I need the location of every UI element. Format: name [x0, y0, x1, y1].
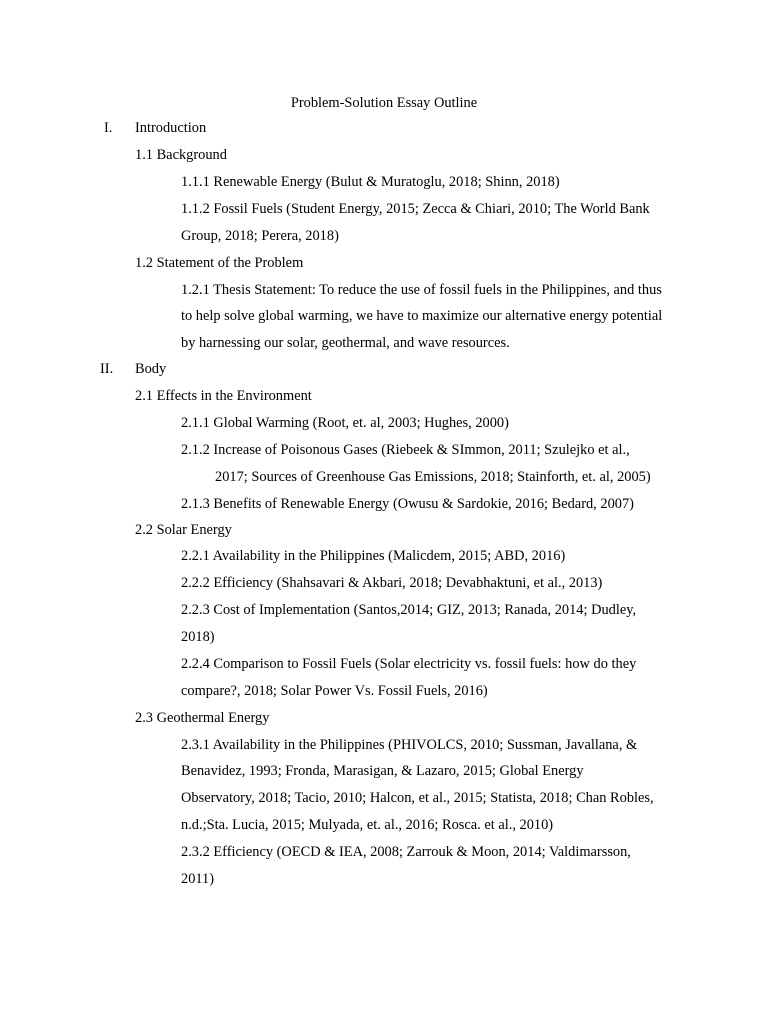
outline-item-line: 1.1.1 Renewable Energy (Bulut & Muratoglu, 2018; Shinn, 2018)	[181, 174, 560, 190]
subsection-heading: 2.3 Geothermal Energy	[135, 710, 270, 726]
outline-item-line: n.d.;Sta. Lucia, 2015; Mulyada, et. al., 2016; Rosca. et al., 2010)	[181, 817, 554, 833]
outline-item-line: Group, 2018; Perera, 2018)	[181, 228, 339, 244]
outline-item-line: 2.2.2 Efficiency (Shahsavari & Akbari, 2018; Devabhaktuni, et al., 2013)	[181, 575, 603, 591]
subsection-heading: 2.2 Solar Energy	[135, 522, 232, 538]
outline-title: Problem-Solution Essay Outline	[290, 95, 478, 111]
outline-item-line: by harnessing our solar, geothermal, and wave resources.	[181, 335, 510, 351]
outline-item-line: 2.1.1 Global Warming (Root, et. al, 2003; Hughes, 2000)	[181, 415, 509, 431]
outline-item-line: 2.3.2 Efficiency (OECD & IEA, 2008; Zarrouk & Moon, 2014; Valdimarsson,	[181, 844, 631, 860]
outline-item-line: to help solve global warming, we have to maximize our alternative energy potential	[181, 308, 663, 324]
outline-item-line: 2017; Sources of Greenhouse Gas Emissions, 2018; Stainforth, et. al, 2005)	[215, 469, 651, 485]
outline-item-line: 2.2.3 Cost of Implementation (Santos,2014; GIZ, 2013; Ranada, 2014; Dudley,	[181, 602, 637, 618]
section-numeral: II.	[100, 361, 114, 377]
outline-item-line: 2.2.4 Comparison to Fossil Fuels (Solar electricity vs. fossil fuels: how do they	[181, 656, 637, 672]
section-heading: Introduction	[135, 120, 207, 136]
subsection-heading: 1.2 Statement of the Problem	[135, 255, 304, 271]
outline-item-line: 2018)	[181, 629, 215, 645]
subsection-heading: 2.1 Effects in the Environment	[135, 388, 312, 404]
outline-item-line: Observatory, 2018; Tacio, 2010; Halcon, et al., 2015; Statista, 2018; Chan Robles,	[181, 790, 654, 806]
section-numeral: I.	[104, 120, 113, 136]
outline-item-line: Benavidez, 1993; Fronda, Marasigan, & Lazaro, 2015; Global Energy	[181, 763, 584, 779]
outline-item-line: 2011)	[181, 871, 215, 887]
outline-item-line: 1.2.1 Thesis Statement: To reduce the use of fossil fuels in the Philippines, and thus	[181, 282, 662, 298]
outline-item-line: 2.3.1 Availability in the Philippines (PHIVOLCS, 2010; Sussman, Javallana, &	[181, 737, 638, 753]
outline-item-line: compare?, 2018; Solar Power Vs. Fossil Fuels, 2016)	[181, 683, 488, 699]
section-heading: Body	[135, 361, 167, 377]
outline-item-line: 1.1.2 Fossil Fuels (Student Energy, 2015; Zecca & Chiari, 2010; The World Bank	[181, 201, 650, 217]
outline-item-line: 2.1.2 Increase of Poisonous Gases (Riebeek & SImmon, 2011; Szulejko et al.,	[181, 442, 630, 458]
outline-item-line: 2.1.3 Benefits of Renewable Energy (Owusu & Sardokie, 2016; Bedard, 2007)	[181, 496, 634, 512]
outline-item-line: 2.2.1 Availability in the Philippines (Malicdem, 2015; ABD, 2016)	[181, 548, 566, 564]
subsection-heading: 1.1 Background	[135, 147, 227, 163]
